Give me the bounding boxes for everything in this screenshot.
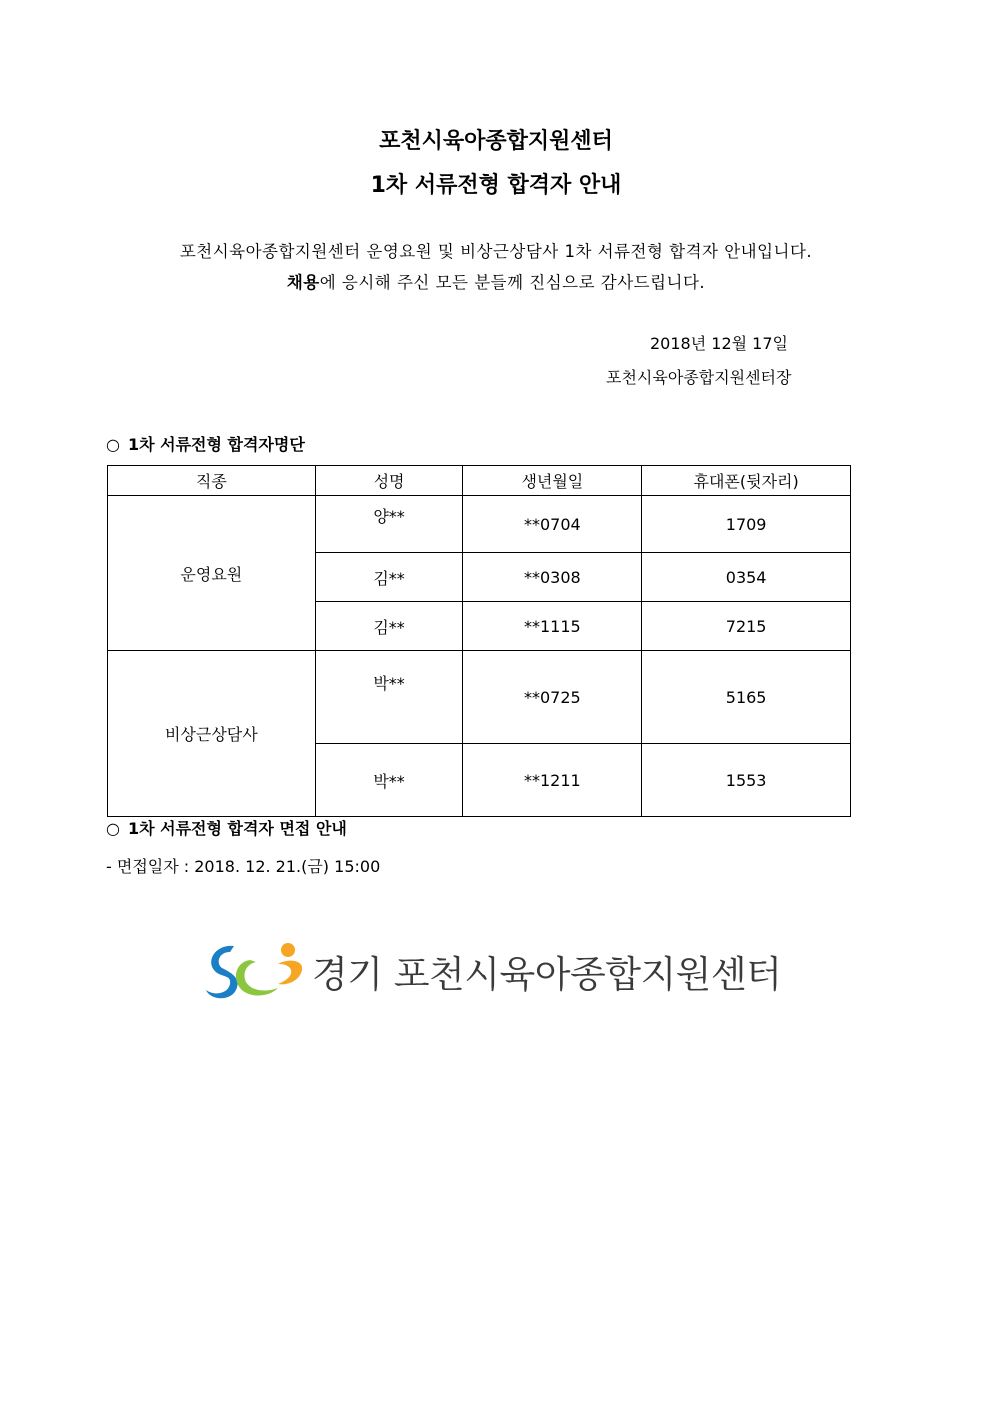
intro-line-1: 포천시육아종합지원센터 운영요원 및 비상근상담사 1차 서류전형 합격자 안내입니다.: [179, 242, 813, 261]
logo-emblem-icon: [204, 940, 308, 1002]
circle-bullet-icon: ○: [106, 819, 120, 838]
section-title: 1차 서류전형 합격자명단: [127, 435, 305, 454]
announcement-date: 2018년 12월 17일: [650, 334, 788, 353]
page-title: 포천시육아종합지원센터: [379, 129, 613, 154]
birth-cell: **1115: [463, 602, 642, 651]
interview-date: - 면접일자 : 2018. 12. 21.(금) 15:00: [106, 857, 381, 876]
table-row: [108, 651, 851, 744]
phone-cell: 1709: [642, 496, 851, 553]
signer: 포천시육아종합지원센터장: [606, 368, 792, 387]
phone-cell: 7215: [642, 602, 851, 651]
header-name: 성명: [315, 466, 463, 496]
birth-cell: **1211: [463, 744, 642, 817]
phone-cell: 5165: [642, 651, 851, 744]
name-cell: 박**: [315, 744, 463, 817]
passers-table: [107, 465, 851, 817]
header-phone: 휴대폰(뒷자리): [642, 466, 851, 496]
table-row: [108, 496, 851, 553]
section-interview: [106, 816, 347, 839]
intro-bold-word: 채용: [286, 273, 320, 292]
phone-cell: 1553: [642, 744, 851, 817]
name-cell: 김**: [315, 553, 463, 602]
circle-bullet-icon: ○: [106, 435, 120, 454]
center-logo: [204, 940, 804, 1002]
birth-cell: **0704: [463, 496, 642, 553]
birth-cell: **0725: [463, 651, 642, 744]
section-title: 1차 서류전형 합격자 면접 안내: [127, 819, 347, 838]
birth-cell: **0308: [463, 553, 642, 602]
name-cell: 박**: [315, 651, 463, 744]
header-job: 직종: [108, 466, 316, 496]
header-birth: 생년월일: [463, 466, 642, 496]
job-cell: 비상근상담사: [108, 651, 316, 817]
phone-cell: 0354: [642, 553, 851, 602]
section-passers-list: [106, 432, 305, 455]
intro-line-2: [0, 269, 992, 293]
name-cell: 양**: [315, 496, 463, 553]
page-subtitle: 1차 서류전형 합격자 안내: [370, 173, 622, 198]
table-header-row: [108, 466, 851, 496]
logo-text: 경기 포천시육아종합지원센터: [312, 953, 782, 996]
intro-line-2-rest: 에 응시해 주신 모든 분들께 진심으로 감사드립니다.: [319, 273, 706, 292]
job-cell: 운영요원: [108, 496, 316, 651]
name-cell: 김**: [315, 602, 463, 651]
